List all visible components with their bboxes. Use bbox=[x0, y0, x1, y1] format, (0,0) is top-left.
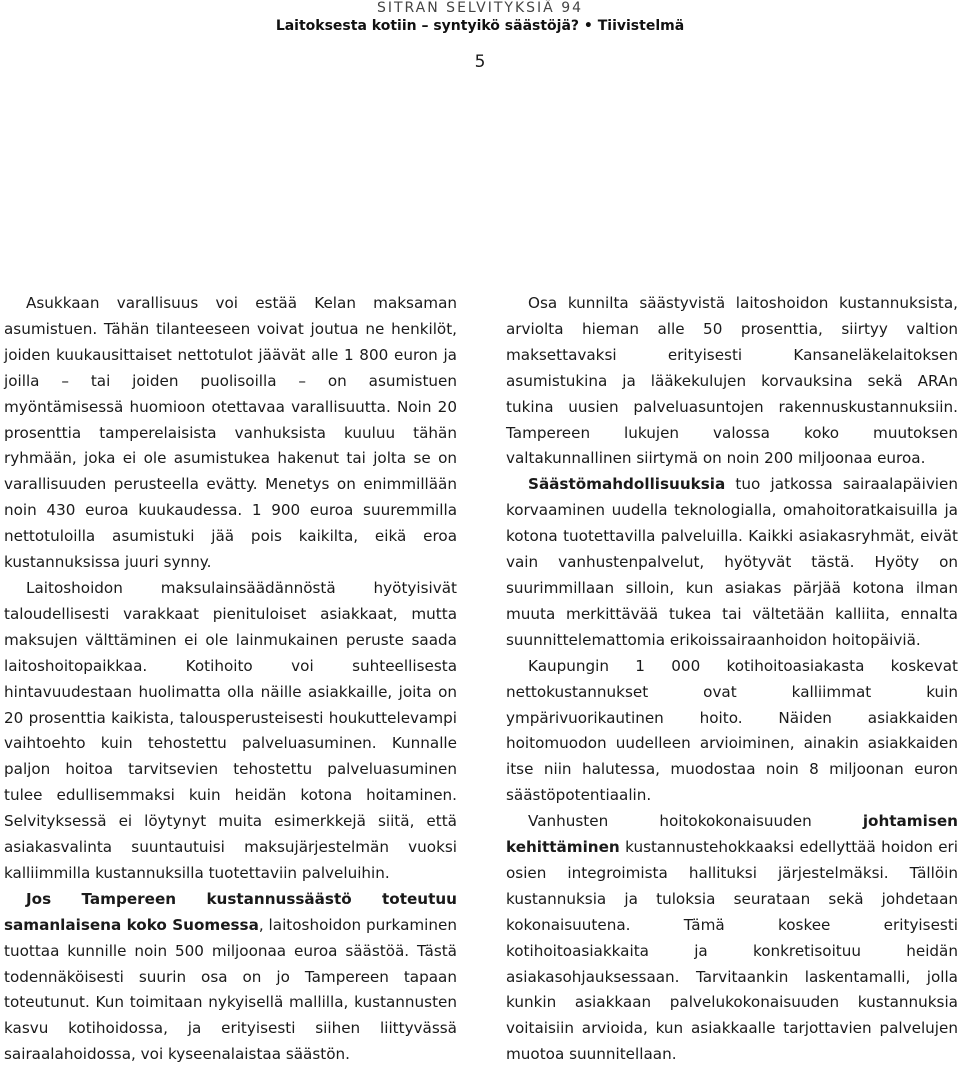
page-number: 5 bbox=[474, 52, 486, 72]
paragraph-text: , laitoshoidon purkaminen tuottaa kunnille noin 500 miljoonaa euroa säästöä. Tästä todennäköisesti suurin osa on jo Tampereen tapaan toteutunut. Kun toimitaan nykyisellä mallilla, kustannusten kasvu kotihoidossa, ja erityisesti siihen liittyvässä sairaalahoidossa, voi kyseenalaistaa säästön. bbox=[4, 915, 457, 1064]
document-subtitle: Laitoksesta kotiin – syntyikö säästöjä? • Tiivistelmä bbox=[275, 18, 685, 34]
bold-phrase: Säästömahdollisuuksia bbox=[528, 475, 726, 494]
paragraph: Laitoshoidon maksulainsäädännöstä hyötyisivät taloudellisesti varakkaat pienituloiset asiakkaat, mutta maksujen välttäminen ei ole lainmukainen peruste saada laitoshoitopaikkaa. Kotihoito voi suhteellisesta hintavuudestaan huolimatta olla näille asiakkaille, joita on 20 prosenttia kaikista, talousperusteisesti houkuttelevampi vaihtoehto kuin tehostettu palveluasuminen. Kunnalle paljon hoitoa tarvitsevien tehostettu palveluasuminen tulee edullisemmaksi kuin heidän kotona hoitaminen. Selvityksessä ei löytynyt muita esimerkkejä siitä, että asiakasvalinta suuntautuisi maksujärjestelmän vuoksi kalliimmilla kustannuksilla tuotettaviin palveluihin. bbox=[4, 578, 457, 882]
paragraph: Kaupungin 1 000 kotihoitoasiakasta koskevat nettokustannukset ovat kalliimmat kuin ympärivuorikautinen hoito. Näiden asiakkaiden hoitomuodon uudelleen arvioiminen, ainakin asiakkaiden itse niin halutessa, muodostaa noin 8 miljoonan euron säästöpotentiaalin. bbox=[506, 656, 958, 805]
page-header bbox=[0, 0, 960, 36]
paragraph: Osa kunnilta säästyvistä laitoshoidon kustannuksista, arviolta hieman alle 50 prosenttia, siirtyy valtion maksettavaksi erityisesti Kansaneläkelaitoksen asumistukina ja lääkekulujen korvauksina sekä ARAn tukina uusien palveluasuntojen rakennuskustannuksiin. Tampereen lukujen valossa koko muutoksen valtakunnallinen siirtymä on noin 200 miljoonaa euroa. bbox=[506, 294, 958, 468]
paragraph-text: Vanhusten hoitokokonaisuuden bbox=[528, 812, 863, 831]
paragraph bbox=[4, 887, 457, 1068]
paragraph bbox=[506, 472, 958, 653]
paragraph: Asukkaan varallisuus voi estää Kelan maksaman asumistuen. Tähän tilanteeseen voivat joutua ne henkilöt, joiden kuukausittaiset nettotulot jäävät alle 1 800 euron ja joilla – tai joiden puolisoilla – on asumistuen myöntämisessä huomioon otettavaa varallisuutta. Noin 20 prosenttia tamperelaisista vanhuksista kuuluu tähän ryhmään, joka ei ole asumistukea hakenut tai jolta se on varallisuuden perusteella evätty. Menetys on enimmillään noin 430 euroa kuukaudessa. 1 900 euroa suuremmilla nettotuloilla asumistuki jää pois kaikilta, eikä eroa kustannuksissa juuri synny. bbox=[4, 294, 457, 572]
bold-phrase: Jos Tampereen kustannussäästö toteutuu samanlaisena koko Suomessa bbox=[4, 889, 457, 934]
paragraph-text: kustannustehokkaaksi edellyttää hoidon eri osien integroimista hallituksi järjestelmäksi. Tällöin kustannuksia ja tuloksia seurataan sekä johdetaan kokonaisuutena. Tämä koskee erityisesti kotihoitoasiakkaita ja konkretisoituu heidän asiakasohjauksessaan. Tarvitaankin laskentamalli, jolla kunkin asiakkaan palvelukokonaisuuden kustannuksia voitaisiin arvioida, kun asiakkaalle tarjottavien palvelujen muotoa suunnitellaan. bbox=[506, 838, 958, 1064]
bold-phrase: johtamisen kehittäminen bbox=[506, 812, 958, 857]
left-column bbox=[4, 291, 457, 1068]
paragraph-text: tuo jatkossa sairaalapäivien korvaaminen uudella teknologialla, omahoitoratkaisuilla ja kotona tuotettavilla palveluilla. Kaikki asiakasryhmät, eivät vain vanhustenpalvelut, hyötyvät tästä. Hyöty on suurimmillaan silloin, kun asiakas pärjää kotona ilman muuta merkittävää tukea tai vältetään kalliita, ennalta suunnittelemattomia erikoissairaanhoidon hoitopäiviä. bbox=[506, 475, 958, 649]
series-title: SITRAN SELVITYKSIÄ 94 bbox=[376, 0, 584, 16]
right-column bbox=[506, 291, 958, 1068]
paragraph bbox=[506, 809, 958, 1068]
